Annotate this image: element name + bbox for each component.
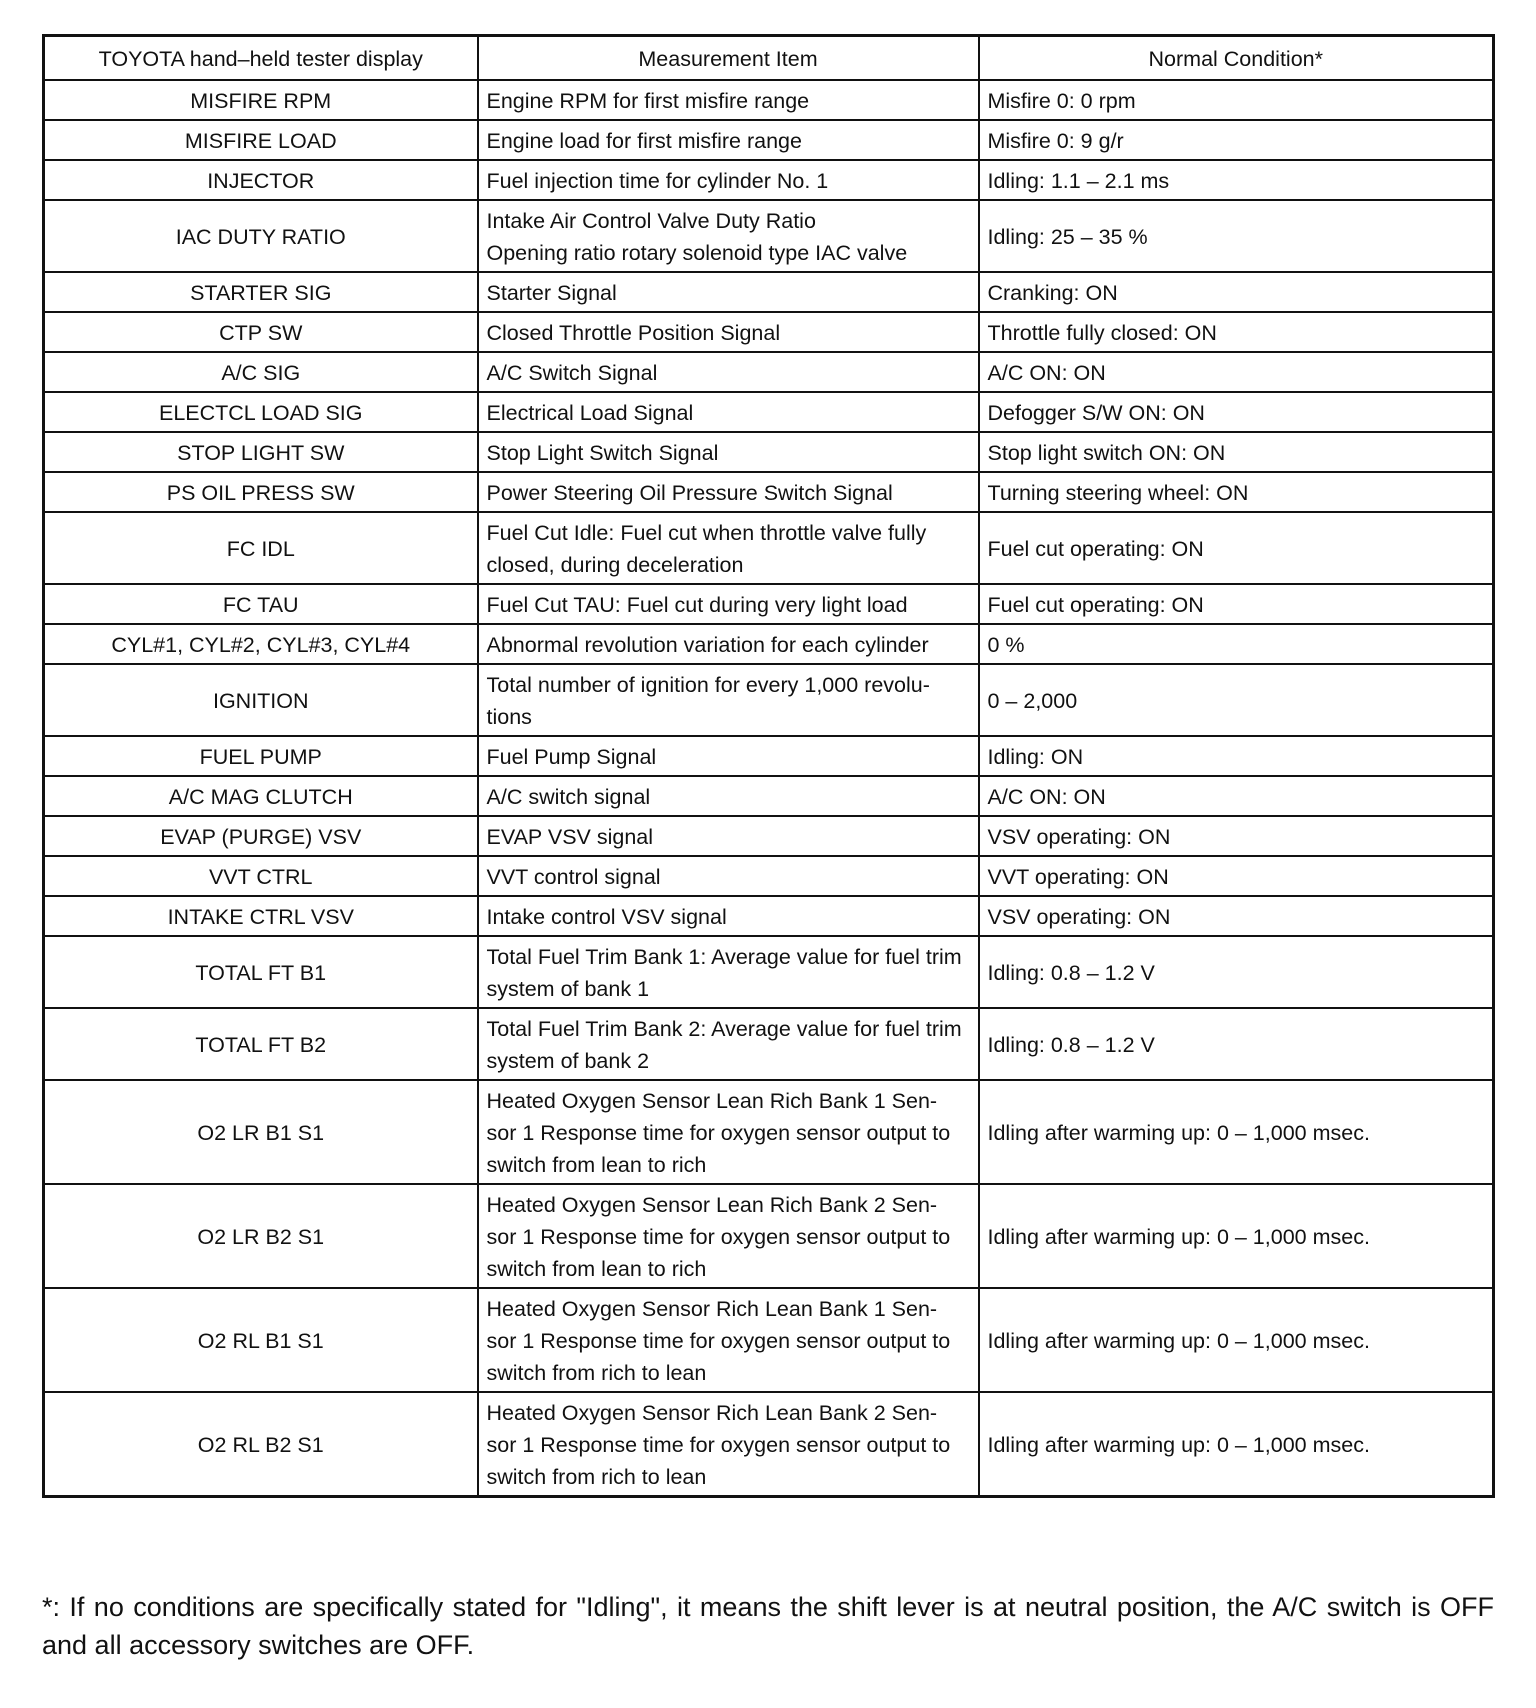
normal-condition-cell: VVT operating: ON [979,856,1494,896]
normal-condition-cell: Misfire 0: 0 rpm [979,80,1494,120]
tester-display-cell: CTP SW [44,312,478,352]
measurement-item-cell: Heated Oxygen Sensor Rich Lean Bank 1 Sen- sor 1 Response time for oxygen sensor output to switch from rich to lean [478,1288,979,1392]
measurement-item-cell: Heated Oxygen Sensor Lean Rich Bank 2 Sen- sor 1 Response time for oxygen sensor output to switch from lean to rich [478,1184,979,1288]
tester-display-cell: VVT CTRL [44,856,478,896]
tester-display-cell: FUEL PUMP [44,736,478,776]
table-row [44,80,1494,120]
table-row [44,512,1494,584]
tester-display-cell: O2 RL B1 S1 [44,1288,478,1392]
measurement-item-cell: Fuel Pump Signal [478,736,979,776]
normal-condition-cell: Fuel cut operating: ON [979,512,1494,584]
normal-condition-cell: Idling: 0.8 – 1.2 V [979,936,1494,1008]
measurement-item-cell: Total Fuel Trim Bank 2: Average value for fuel trim system of bank 2 [478,1008,979,1080]
table-row [44,624,1494,664]
table-row [44,120,1494,160]
normal-condition-cell: Idling: 25 – 35 % [979,200,1494,272]
table-row [44,352,1494,392]
tester-display-cell: EVAP (PURGE) VSV [44,816,478,856]
measurement-item-cell: A/C Switch Signal [478,352,979,392]
measurement-item-cell: A/C switch signal [478,776,979,816]
table-header-row [44,36,1494,80]
tester-display-cell: STARTER SIG [44,272,478,312]
table-row [44,1080,1494,1184]
normal-condition-cell: Misfire 0: 9 g/r [979,120,1494,160]
tester-display-cell: O2 LR B2 S1 [44,1184,478,1288]
measurement-item-cell: Intake Air Control Valve Duty Ratio Opening ratio rotary solenoid type IAC valve [478,200,979,272]
normal-condition-cell: A/C ON: ON [979,776,1494,816]
table-row [44,664,1494,736]
normal-condition-cell: 0 – 2,000 [979,664,1494,736]
normal-condition-cell: Idling: 1.1 – 2.1 ms [979,160,1494,200]
table-row [44,776,1494,816]
table-row [44,856,1494,896]
normal-condition-cell: Idling after warming up: 0 – 1,000 msec. [979,1392,1494,1497]
normal-condition-cell: Turning steering wheel: ON [979,472,1494,512]
measurement-item-cell: Electrical Load Signal [478,392,979,432]
normal-condition-cell: Defogger S/W ON: ON [979,392,1494,432]
measurement-item-cell: Total Fuel Trim Bank 1: Average value for fuel trim system of bank 1 [478,936,979,1008]
table-row [44,1288,1494,1392]
normal-condition-cell: VSV operating: ON [979,816,1494,856]
measurement-item-cell: VVT control signal [478,856,979,896]
normal-condition-cell: Idling after warming up: 0 – 1,000 msec. [979,1184,1494,1288]
table-row [44,312,1494,352]
tester-display-cell: FC IDL [44,512,478,584]
normal-condition-cell: Idling after warming up: 0 – 1,000 msec. [979,1080,1494,1184]
tester-display-cell: O2 RL B2 S1 [44,1392,478,1497]
measurement-item-cell: Abnormal revolution variation for each cylinder [478,624,979,664]
tester-display-cell: TOTAL FT B2 [44,1008,478,1080]
normal-condition-cell: Stop light switch ON: ON [979,432,1494,472]
table-row [44,1392,1494,1497]
measurement-item-cell: Power Steering Oil Pressure Switch Signal [478,472,979,512]
tester-display-cell: A/C MAG CLUTCH [44,776,478,816]
document-page [42,34,1492,1498]
tester-display-cell: INTAKE CTRL VSV [44,896,478,936]
normal-condition-cell: 0 % [979,624,1494,664]
tester-display-cell: TOTAL FT B1 [44,936,478,1008]
table-row [44,896,1494,936]
table-row [44,272,1494,312]
tester-display-cell: FC TAU [44,584,478,624]
tester-display-cell: PS OIL PRESS SW [44,472,478,512]
normal-condition-cell: Throttle fully closed: ON [979,312,1494,352]
tester-display-cell: INJECTOR [44,160,478,200]
measurement-item-cell: Closed Throttle Position Signal [478,312,979,352]
table-row [44,736,1494,776]
table-row [44,472,1494,512]
tester-data-table [42,34,1495,1498]
header-tester-display: TOYOTA hand–held tester display [44,36,478,80]
header-normal-condition: Normal Condition* [979,36,1494,80]
tester-display-cell: A/C SIG [44,352,478,392]
measurement-item-cell: Stop Light Switch Signal [478,432,979,472]
tester-display-cell: IAC DUTY RATIO [44,200,478,272]
normal-condition-cell: VSV operating: ON [979,896,1494,936]
measurement-item-cell: Fuel Cut Idle: Fuel cut when throttle valve fully closed, during deceleration [478,512,979,584]
tester-display-cell: IGNITION [44,664,478,736]
table-row [44,200,1494,272]
measurement-item-cell: Fuel injection time for cylinder No. 1 [478,160,979,200]
table-row [44,392,1494,432]
measurement-item-cell: Heated Oxygen Sensor Rich Lean Bank 2 Sen- sor 1 Response time for oxygen sensor output to switch from rich to lean [478,1392,979,1497]
tester-display-cell: CYL#1, CYL#2, CYL#3, CYL#4 [44,624,478,664]
measurement-item-cell: Total number of ignition for every 1,000 revolu- tions [478,664,979,736]
tester-display-cell: MISFIRE RPM [44,80,478,120]
measurement-item-cell: Fuel Cut TAU: Fuel cut during very light load [478,584,979,624]
measurement-item-cell: EVAP VSV signal [478,816,979,856]
table-row [44,936,1494,1008]
measurement-item-cell: Starter Signal [478,272,979,312]
table-row [44,584,1494,624]
measurement-item-cell: Engine load for first misfire range [478,120,979,160]
table-row [44,1184,1494,1288]
header-measurement-item: Measurement Item [478,36,979,80]
footnote: *: If no conditions are specifically stated for "Idling", it means the shift lever is at neutral position, the A/C switch is OFF and all accessory switches are OFF. [42,1592,1494,1660]
normal-condition-cell: A/C ON: ON [979,352,1494,392]
measurement-item-cell: Intake control VSV signal [478,896,979,936]
tester-display-cell: MISFIRE LOAD [44,120,478,160]
normal-condition-cell: Idling: ON [979,736,1494,776]
table-row [44,1008,1494,1080]
normal-condition-cell: Fuel cut operating: ON [979,584,1494,624]
table-row [44,432,1494,472]
normal-condition-cell: Idling: 0.8 – 1.2 V [979,1008,1494,1080]
tester-display-cell: STOP LIGHT SW [44,432,478,472]
table-body [44,80,1494,1497]
tester-display-cell: ELECTCL LOAD SIG [44,392,478,432]
normal-condition-cell: Cranking: ON [979,272,1494,312]
normal-condition-cell: Idling after warming up: 0 – 1,000 msec. [979,1288,1494,1392]
table-row [44,160,1494,200]
measurement-item-cell: Engine RPM for first misfire range [478,80,979,120]
measurement-item-cell: Heated Oxygen Sensor Lean Rich Bank 1 Sen- sor 1 Response time for oxygen sensor output to switch from lean to rich [478,1080,979,1184]
table-row [44,816,1494,856]
tester-display-cell: O2 LR B1 S1 [44,1080,478,1184]
